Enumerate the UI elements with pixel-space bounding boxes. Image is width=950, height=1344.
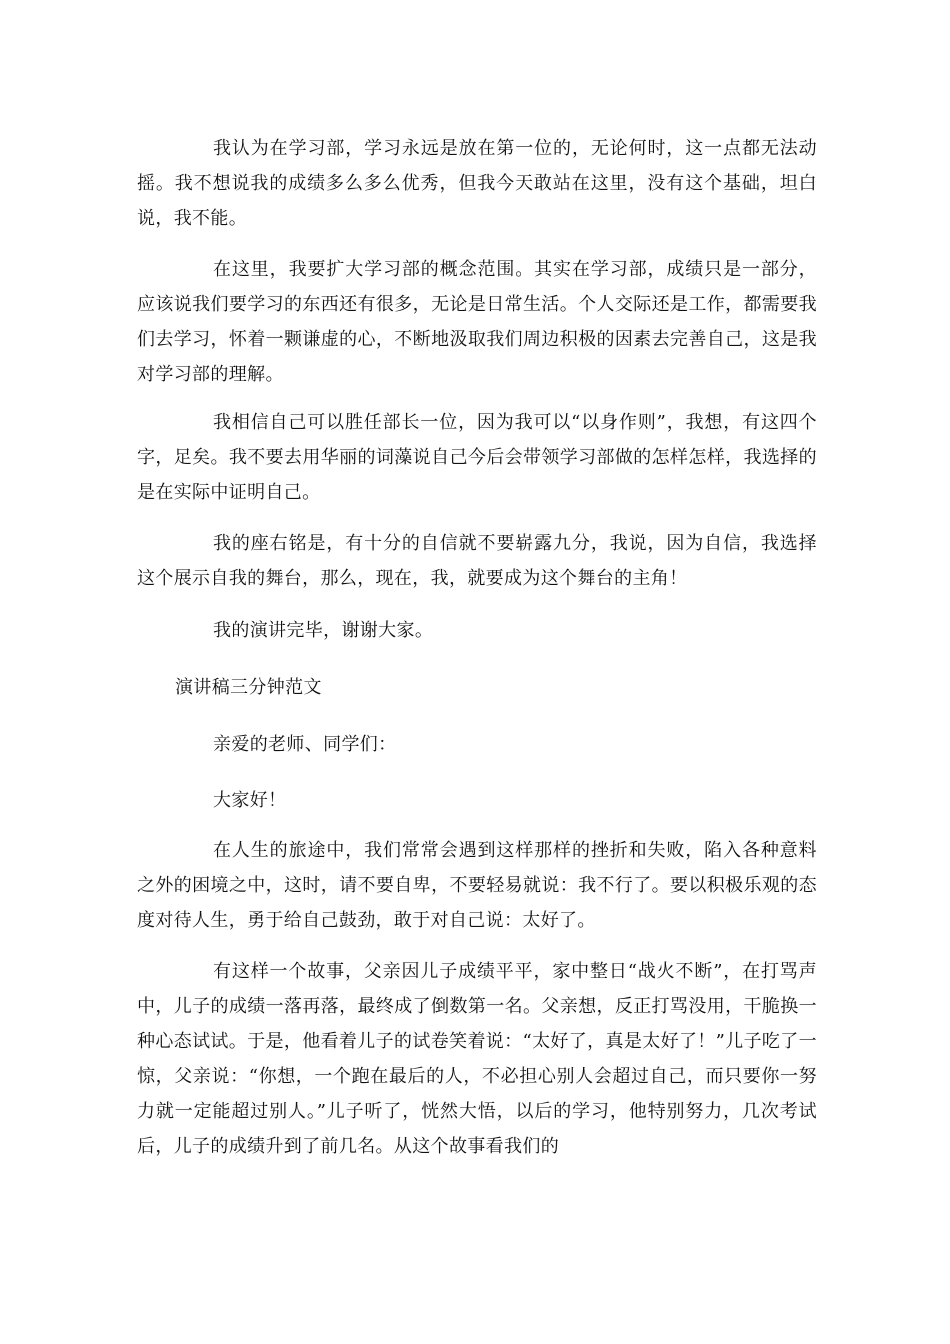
paragraph-study-scope: 在这里，我要扩大学习部的概念范围。其实在学习部，成绩只是一部分，应该说我们要学习的东西还有很多，无论是日常生活。个人交际还是工作，都需要我们去学习，怀着一颗谦虚的心，不断地汲取我们周边积极的因素去完善自己，这是我对学习部的理解。 (137, 259, 817, 385)
salutation-line: 亲爱的老师、同学们： (213, 734, 397, 755)
greeting-line: 大家好！ (213, 790, 287, 811)
section-title: 演讲稿三分钟范文 (175, 677, 322, 698)
paragraph-lead-by-example: 我相信自己可以胜任部长一位，因为我可以“以身作则”，我想，有这四个字，足矣。我不要去用华丽的词藻说自己今后会带领学习部做的怎样怎样，我选择的是在实际中证明自己。 (137, 412, 817, 503)
paragraph-optimism: 在人生的旅途中，我们常常会遇到这样那样的挫折和失败，陷入各种意料之外的困境之中，这时，请不要自卑，不要轻易就说：我不行了。要以积极乐观的态度对待人生，勇于给自己鼓劲，敢于对自己说：太好了。 (137, 840, 817, 931)
paragraph-study-first: 我认为在学习部，学习永远是放在第一位的，无论何时，这一点都无法动摇。我不想说我的成绩多么多么优秀，但我今天敢站在这里，没有这个基础，坦白说，我不能。 (137, 138, 817, 229)
closing-line: 我的演讲完毕，谢谢大家。 (213, 620, 434, 641)
paragraph-motto: 我的座右铭是，有十分的自信就不要崭露九分，我说，因为自信，我选择这个展示自我的舞台，那么，现在，我，就要成为这个舞台的主角！ (137, 533, 817, 589)
paragraph-story: 有这样一个故事，父亲因儿子成绩平平，家中整日“战火不断”，在打骂声中，儿子的成绩一落再落，最终成了倒数第一名。父亲想，反正打骂没用，干脆换一种心态试试。于是，他看着儿子的试卷笑着说：“太好了，真是太好了！”儿子吃了一惊，父亲说：“你想，一个跑在最后的人，不必担心别人会超过自己，而只要你一努力就一定能超过别人。”儿子听了，恍然大悟，以后的学习，他特别努力，几次考试后，儿子的成绩升到了前几名。从这个故事看我们的 (137, 961, 817, 1157)
